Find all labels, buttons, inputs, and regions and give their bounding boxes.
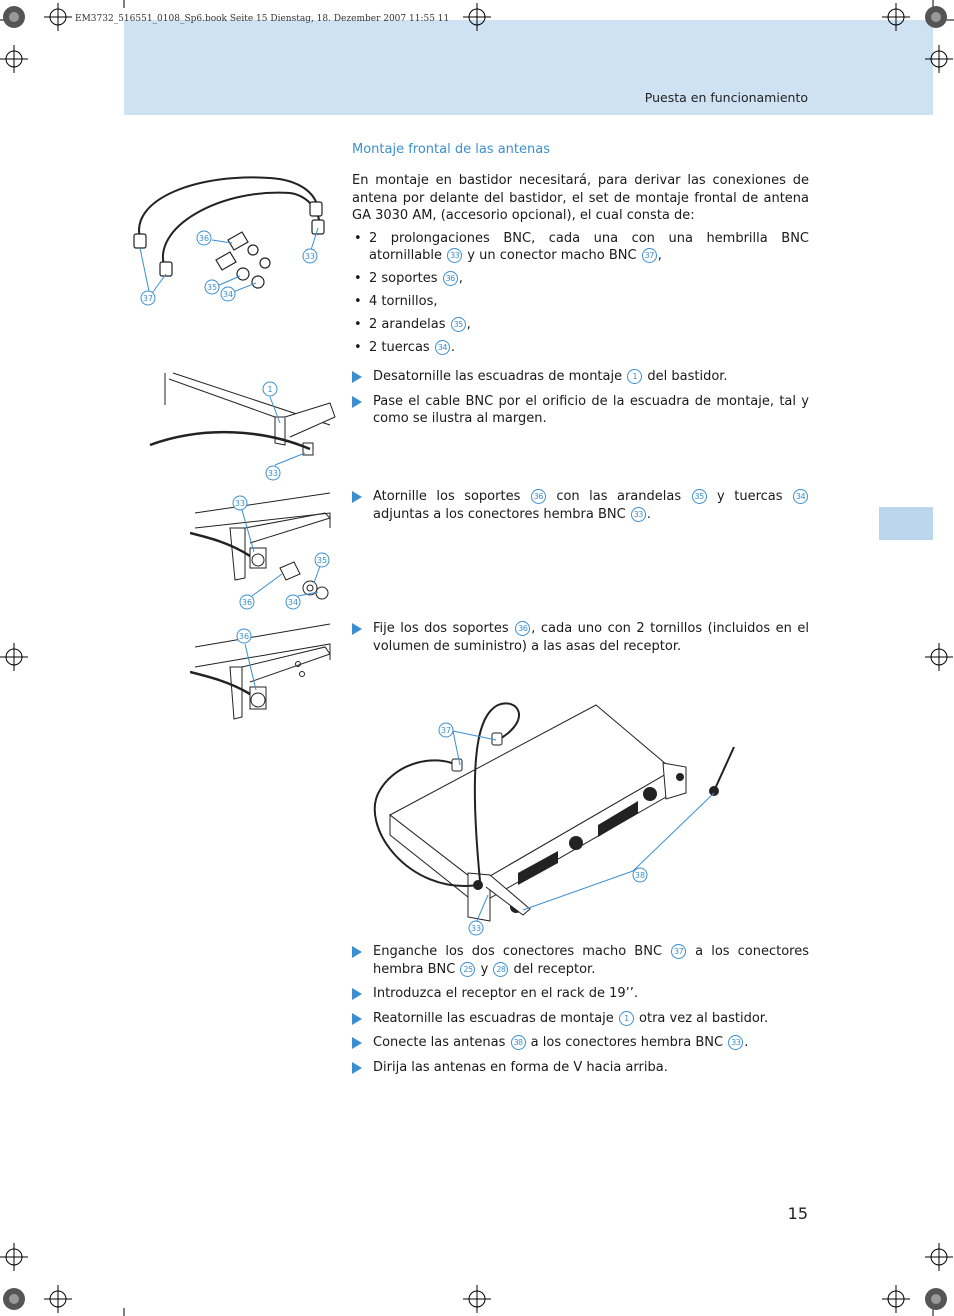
crop-mark-icon xyxy=(925,643,953,671)
svg-text:36: 36 xyxy=(241,598,253,607)
arrow-icon xyxy=(352,1013,362,1025)
svg-text:34: 34 xyxy=(222,290,234,299)
callout-1 xyxy=(263,382,277,396)
page-number: 15 xyxy=(787,1204,808,1223)
figure-support-assembly xyxy=(190,488,340,613)
callout-ref: 25 xyxy=(460,962,475,977)
step-item: Atornille los soportes 36 con las arandelas 35 y tuercas 34 adjuntas a los conectores hembra BNC 33 . xyxy=(352,488,809,523)
svg-text:35: 35 xyxy=(316,556,328,565)
callout-37 xyxy=(141,291,155,305)
callout-34 xyxy=(221,287,235,301)
callout-ref: 36 xyxy=(515,621,530,636)
callout-37 xyxy=(439,723,453,737)
step-item: Fije los dos soportes 36 , cada uno con 2 tornillos (incluidos en el volumen de suministro) a las asas del receptor. xyxy=(352,620,809,655)
callout-35 xyxy=(205,280,219,294)
callout-ref: 34 xyxy=(793,489,808,504)
svg-text:33: 33 xyxy=(304,252,316,261)
callout-34 xyxy=(286,595,300,609)
callout-35 xyxy=(315,553,329,567)
crop-mark-icon xyxy=(882,3,910,31)
arrow-icon xyxy=(352,1062,362,1074)
figure-support-fixed xyxy=(190,622,340,722)
svg-text:33: 33 xyxy=(267,469,279,478)
crop-mark-icon xyxy=(463,1285,491,1313)
step-item: Pase el cable BNC por el orificio de la escuadra de montaje, tal y como se ilustra al margen. xyxy=(352,393,809,428)
list-item: • 4 tornillos, xyxy=(352,293,809,311)
step-item: Introduzca el receptor en el rack de 19’’. xyxy=(352,985,809,1003)
section-title: Montaje frontal de las antenas xyxy=(352,142,550,157)
callout-ref: 33 xyxy=(631,507,646,522)
svg-text:33: 33 xyxy=(470,924,482,933)
steps-group-1 xyxy=(352,368,809,428)
list-item: • 2 soportes 36 , xyxy=(352,270,809,288)
svg-text:35: 35 xyxy=(206,283,218,292)
file-info: EM3732_516551_0108_Sp6.book Seite 15 Dienstag, 18. Dezember 2007 11:55 11 xyxy=(75,14,450,24)
steps-group-3 xyxy=(352,620,809,655)
color-target-icon xyxy=(925,6,947,28)
callout-36 xyxy=(240,595,254,609)
arrow-icon xyxy=(352,371,362,383)
step-item: Reatornille las escuadras de montaje 1 otra vez al bastidor. xyxy=(352,1010,809,1028)
crop-mark-icon xyxy=(925,45,953,73)
list-item: • 2 arandelas 35 , xyxy=(352,316,809,334)
callout-ref: 33 xyxy=(447,248,462,263)
callout-ref: 36 xyxy=(531,489,546,504)
arrow-icon xyxy=(352,988,362,1000)
crop-mark-icon xyxy=(0,643,28,671)
callout-ref: 38 xyxy=(511,1035,526,1050)
svg-text:1: 1 xyxy=(267,385,273,394)
callout-ref: 33 xyxy=(728,1035,743,1050)
callout-ref: 37 xyxy=(671,944,686,959)
callout-33 xyxy=(233,496,247,510)
callout-33 xyxy=(266,466,280,480)
list-item: • 2 tuercas 34 . xyxy=(352,339,809,357)
running-head: Puesta en funcionamiento xyxy=(644,90,808,105)
crop-mark-icon xyxy=(44,3,72,31)
callout-ref: 37 xyxy=(642,248,657,263)
step-item: Conecte las antenas 38 a los conectores hembra BNC 33 . xyxy=(352,1034,809,1052)
callout-38 xyxy=(633,868,647,882)
callout-33 xyxy=(469,921,483,935)
list-item: • 2 prolongaciones BNC, cada una con una hembrilla BNC atornillable 33 y un conector macho BNC 37 , xyxy=(352,230,809,265)
svg-text:37: 37 xyxy=(440,726,452,735)
callout-33 xyxy=(303,249,317,263)
callout-ref: 36 xyxy=(443,271,458,286)
arrow-icon xyxy=(352,1037,362,1049)
crop-mark-icon xyxy=(0,1243,28,1271)
crop-mark-icon xyxy=(925,1243,953,1271)
arrow-icon xyxy=(352,946,362,958)
crop-mark-icon xyxy=(463,3,491,31)
intro-paragraph: En montaje en bastidor necesitará, para derivar las conexiones de antena por delante del bastidor, el set de montaje frontal de antena GA 3030 AM, (accesorio opcional), el cual consta de: xyxy=(352,173,809,223)
svg-text:36: 36 xyxy=(238,632,250,641)
callout-ref: 34 xyxy=(435,340,450,355)
step-item: Dirija las antenas en forma de V hacia arriba. xyxy=(352,1059,809,1077)
color-target-icon xyxy=(925,1288,947,1310)
svg-text:37: 37 xyxy=(142,294,154,303)
callout-ref: 35 xyxy=(451,317,466,332)
figure-receiver-front-antennas xyxy=(368,695,748,940)
crop-mark-icon xyxy=(44,1285,72,1313)
svg-text:33: 33 xyxy=(234,499,246,508)
arrow-icon xyxy=(352,623,362,635)
figure-bracket-removal xyxy=(145,365,340,485)
callout-36 xyxy=(197,231,211,245)
arrow-icon xyxy=(352,491,362,503)
steps-group-2 xyxy=(352,488,809,523)
step-item: Desatornille las escuadras de montaje 1 del bastidor. xyxy=(352,368,809,386)
svg-text:38: 38 xyxy=(634,871,646,880)
crop-mark-icon xyxy=(882,1285,910,1313)
callout-ref: 28 xyxy=(493,962,508,977)
callout-ref: 35 xyxy=(692,489,707,504)
figure-antenna-kit xyxy=(120,168,340,318)
callout-36 xyxy=(237,629,251,643)
step-item: Enganche los dos conectores macho BNC 37 a los conectores hembra BNC 25 y 28 del receptor. xyxy=(352,943,809,978)
intro-block xyxy=(352,172,809,362)
crop-mark-icon xyxy=(0,45,28,73)
arrow-icon xyxy=(352,396,362,408)
color-target-icon xyxy=(3,6,25,28)
callout-ref: 1 xyxy=(619,1011,634,1026)
color-target-icon xyxy=(3,1288,25,1310)
callout-ref: 1 xyxy=(627,369,642,384)
steps-group-4 xyxy=(352,943,809,1076)
svg-text:34: 34 xyxy=(287,598,299,607)
parts-list xyxy=(352,230,809,357)
svg-text:36: 36 xyxy=(198,234,210,243)
